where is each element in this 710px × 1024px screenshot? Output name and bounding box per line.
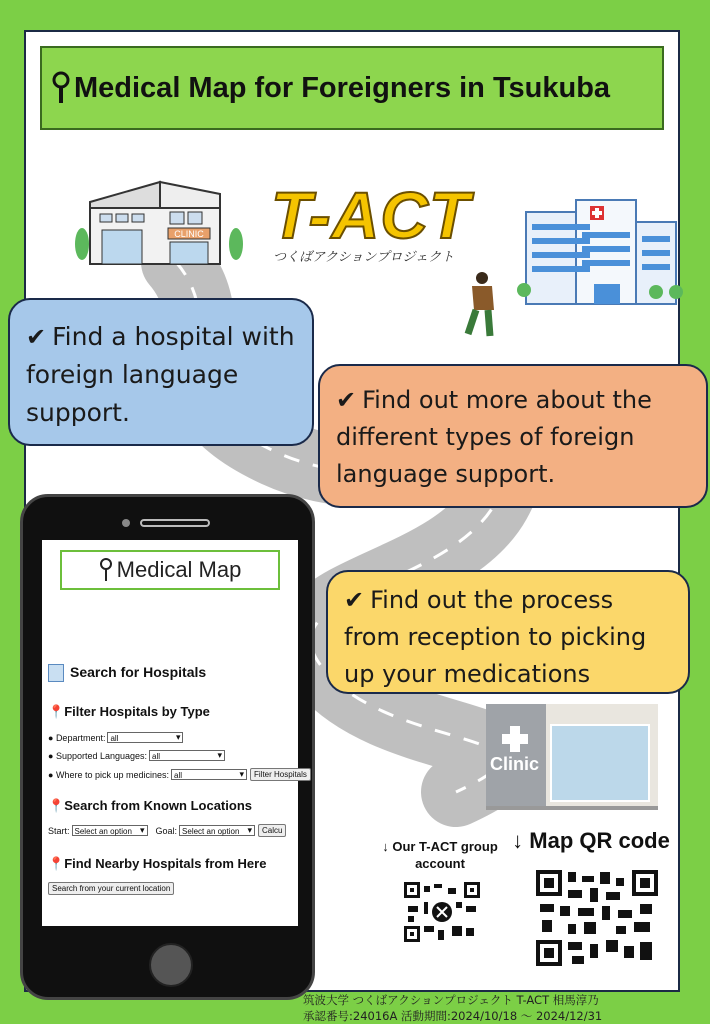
calculate-button[interactable]: Calcu [258,824,286,837]
map-pin-icon [99,558,113,582]
languages-row: ● Supported Languages: all ▾ [48,750,225,761]
tact-logo-subtitle: つくばアクションプロジェクト [273,250,455,265]
nearby-heading: 📍Find Nearby Hospitals from Here [48,856,267,871]
feature-bubble-hospital [8,298,314,446]
map-pin-icon: 📍 [48,798,65,813]
start-label: Start: [48,825,70,836]
phone-screen [42,540,307,926]
clinic-building-icon [70,172,248,272]
map-pin-icon: 📍 [48,704,65,719]
feature-text-process: Find out the process from reception to picking up your medications [344,586,647,688]
check-icon: ✔ [336,386,357,414]
search-hospitals-heading: Search for Hospitals [48,664,206,682]
home-button[interactable] [149,943,193,987]
page-title-text: Medical Map for Foreigners in Tsukuba [74,71,611,104]
feature-text-language-support: Find out more about the different types of foreign language support. [336,386,652,488]
filter-heading: 📍Filter Hospitals by Type [48,704,210,719]
feature-bubble-process [326,570,690,694]
hospital-building-icon [516,192,682,312]
check-icon: ✔ [26,323,47,351]
speaker-grille [140,519,210,527]
start-select[interactable]: Select an option ▾ [72,825,148,836]
languages-label: Supported Languages: [55,750,148,761]
footer-credit: 筑波大学 つくばアクションプロジェクト T-ACT 相馬淳乃 [303,993,599,1007]
clinic-sign: CLINIC [174,229,204,239]
department-row: ● Department: all ▾ [48,732,183,743]
map-pin-icon [50,71,72,105]
current-location-row [48,882,174,895]
tact-logo-text: T-ACT [271,178,471,252]
department-select[interactable]: all ▾ [107,732,183,743]
feature-text-hospital: Find a hospital with foreign language support. [26,322,295,427]
tact-logo [271,178,471,265]
clinic-photo-sign: Clinic [490,754,540,774]
pickup-label: Where to pick up medicines: [55,769,169,780]
medical-map-title: Medical Map [116,557,242,582]
footer-approval: 承認番号:24016A 活動期間:2024/10/18 ～ 2024/12/31 [303,1009,603,1023]
walking-person-icon [450,270,510,340]
pickup-row: ● Where to pick up medicines: all ▾ Filter Hospitals [48,768,311,781]
map-pin-icon: 📍 [48,856,65,871]
clinic-photo [486,704,658,810]
goal-select[interactable]: Select an option ▾ [179,825,255,836]
route-row [48,824,286,837]
group-account-label: ↓ Our T-ACT group account [382,839,498,871]
hospital-icon [48,664,64,682]
camera-icon [122,519,130,527]
pickup-select[interactable]: all ▾ [171,769,247,780]
phone-mockup [20,494,315,1000]
known-locations-heading: 📍Search from Known Locations [48,798,252,813]
medical-map-header [60,550,280,590]
current-location-button[interactable]: Search from your current location [48,882,174,895]
goal-label: Goal: [155,825,178,836]
department-label: Department: [55,732,106,743]
map-qr-label: ↓ Map QR code [512,828,670,853]
check-icon: ✔ [344,586,365,614]
group-account-qr-code[interactable] [404,882,480,942]
feature-bubble-language-support [318,364,708,508]
page-title [40,46,664,130]
map-qr-code[interactable] [536,870,658,966]
languages-select[interactable]: all ▾ [149,750,225,761]
filter-hospitals-button[interactable]: Filter Hospitals [250,768,311,781]
footer [303,992,602,1024]
